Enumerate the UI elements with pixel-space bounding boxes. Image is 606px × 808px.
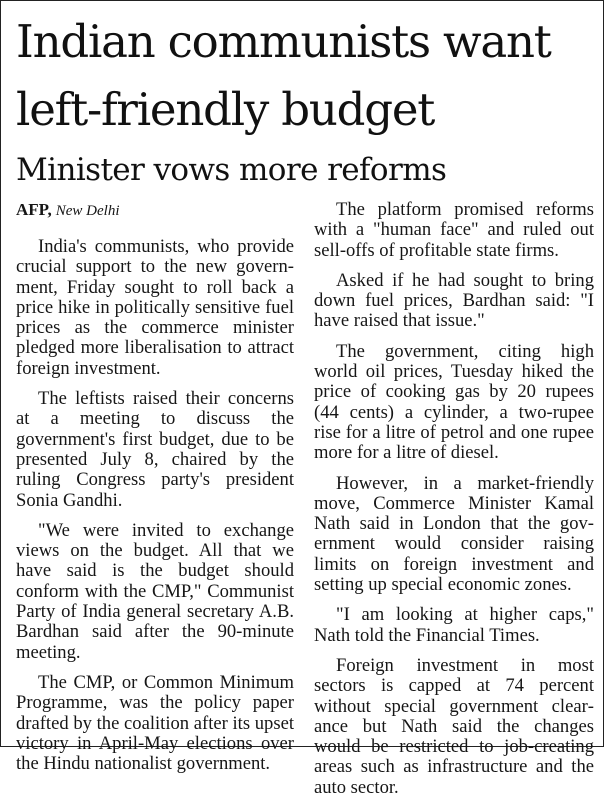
article-column-left bbox=[16, 200, 294, 784]
subheadline: Minister vows more reforms bbox=[16, 152, 447, 188]
article-paragraph: The CMP, or Common Minimum Programme, was the policy paper drafted by the coalition after its upset victory in April-May elections over the Hindu nationalist government. bbox=[16, 671, 294, 775]
article-paragraph: The government, citing high world oil prices, Tuesday hiked the price of cooking gas by 20 rupees (44 cents) a cylinder, a two-rupee rise for a litre of petrol and one rupee more for a litre of diesel. bbox=[314, 340, 594, 464]
article-paragraph: India's communists, who provide crucial support to the new government, Friday sought to roll back a price hike in politically sensitive fuel prices as the commerce minister pledged more liberalisation to attract foreign investment. bbox=[16, 236, 294, 379]
article-paragraph: "We were invited to exchange views on the budget. All that we have said is the budget should conform with the CMP," Communist Party of India general secretary A.B. Bardhan said after the 90-minute meeting. bbox=[16, 519, 294, 663]
article-paragraph: The platform promised reforms with a "human face" and ruled out sell-offs of profitable state firms. bbox=[314, 199, 594, 261]
article-paragraph: The leftists raised their concerns at a meeting to discuss the government's first budget, due to be presented July 8, chaired by the ruling Congress party's president Sonia Gandhi. bbox=[16, 388, 294, 511]
article-paragraph: "I am looking at higher caps," Nath told the Financial Times. bbox=[314, 604, 594, 646]
article-paragraph: Foreign investment in most sectors is capped at 74 percent without special government clearance but Nath said the changes would be restricted to job-creating areas such as infrastructure and the auto sector. bbox=[314, 654, 594, 798]
article-paragraph: Asked if he had sought to bring down fuel prices, Bardhan said: "I have raised that issue." bbox=[314, 269, 594, 332]
byline-agency: AFP, bbox=[16, 200, 52, 219]
byline-location: New Delhi bbox=[55, 203, 120, 219]
article-paragraph: However, in a market-friendly move, Commerce Minister Kamal Nath said in London that the government would consider raising limits on foreign investment and setting up special economic zones. bbox=[314, 472, 594, 596]
byline bbox=[16, 200, 294, 221]
headline: Indian communists want left-friendly budget bbox=[16, 15, 551, 136]
article-column-right bbox=[314, 200, 594, 808]
